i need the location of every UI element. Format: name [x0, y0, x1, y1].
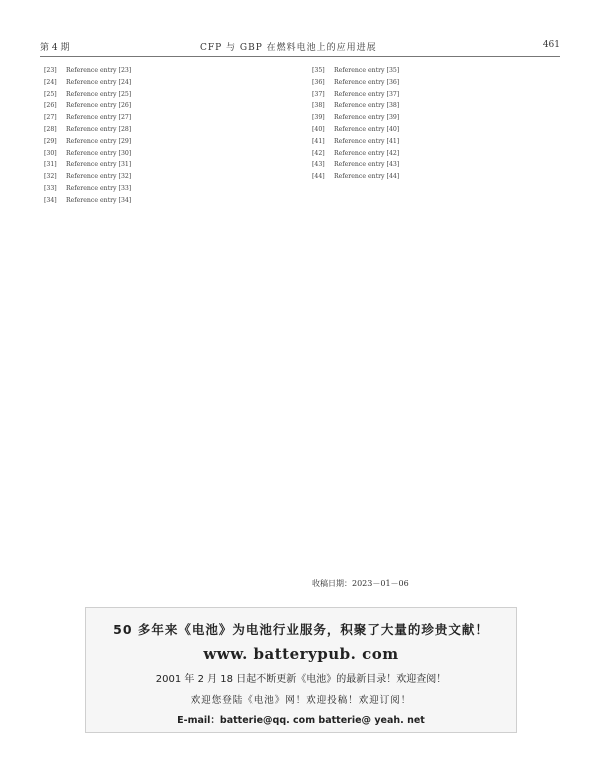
reference-entry [44, 113, 294, 123]
reference-entry [312, 172, 562, 182]
issue-number: 第 4 期 [40, 43, 70, 53]
header-rule [40, 56, 560, 57]
reference-number: [23] [44, 67, 57, 74]
page-number: 461 [542, 40, 560, 50]
reference-text: Reference entry [34] [66, 196, 132, 204]
reference-number: [38] [312, 102, 325, 110]
reference-text: Reference entry [32] [66, 173, 132, 181]
reference-entry [44, 137, 294, 147]
reference-text: Reference entry [44] [334, 173, 400, 181]
reference-number: [34] [44, 196, 57, 204]
reference-number: [30] [44, 149, 57, 157]
reference-entry [312, 78, 562, 88]
reference-number: [42] [312, 149, 325, 157]
reference-text: Reference entry [28] [66, 125, 132, 133]
ad-email-contacts[interactable]: E-mail：batterie@qq. com batterie@ yeah. net [177, 715, 425, 726]
reference-text: Reference entry [43] [334, 161, 400, 169]
reference-text: Reference entry [37] [334, 90, 400, 98]
reference-text: Reference entry [33] [66, 184, 132, 192]
reference-entry [312, 137, 562, 147]
reference-number: [31] [44, 161, 57, 169]
reference-number: [36] [312, 78, 325, 86]
reference-text: Reference entry [29] [66, 137, 132, 145]
reference-number: [39] [312, 114, 325, 122]
reference-number: [26] [44, 102, 57, 110]
reference-number: [37] [312, 90, 325, 98]
running-header [40, 40, 560, 54]
reference-entry [44, 66, 294, 76]
reference-entry [312, 125, 562, 135]
reference-entry [312, 160, 562, 170]
reference-entry [312, 66, 562, 76]
reference-entry [44, 149, 294, 159]
reference-text: Reference entry [23] [66, 67, 132, 74]
reference-entry [44, 125, 294, 135]
reference-number: [25] [44, 90, 57, 98]
reference-entry [312, 113, 562, 123]
reference-text: Reference entry [41] [334, 137, 400, 145]
reference-number: [43] [312, 161, 325, 169]
reference-entry [44, 101, 294, 111]
reference-text: Reference entry [30] [66, 149, 132, 157]
references-right-column [312, 66, 562, 184]
reference-text: Reference entry [40] [334, 125, 400, 133]
reference-text: Reference entry [25] [66, 90, 132, 98]
reference-text: Reference entry [36] [334, 78, 400, 86]
reference-entry [44, 78, 294, 88]
reference-text: Reference entry [35] [334, 67, 400, 74]
running-title: CFP 与 GBP 在燃料电池上的应用进展 [200, 43, 377, 53]
reference-entry [44, 184, 294, 194]
reference-entry [312, 149, 562, 159]
reference-text: Reference entry [39] [334, 114, 400, 122]
reference-number: [35] [312, 67, 325, 74]
ad-slogan: 50 多年来《电池》为电池行业服务，积聚了大量的珍贵文献！ [113, 622, 489, 637]
references-left-column [44, 66, 294, 208]
reference-number: [24] [44, 78, 57, 86]
reference-text: Reference entry [26] [66, 102, 132, 110]
ad-welcome-note: 欢迎您登陆《电池》网！欢迎投稿！欢迎订阅！ [190, 695, 412, 706]
reference-entry [312, 101, 562, 111]
reference-text: Reference entry [42] [334, 149, 400, 157]
ad-update-note: 2001 年 2 月 18 日起不断更新《电池》的最新目录！欢迎查阅！ [155, 674, 447, 685]
reference-text: Reference entry [38] [334, 102, 400, 110]
reference-number: [32] [44, 173, 57, 181]
reference-number: [33] [44, 184, 57, 192]
reference-entry [44, 172, 294, 182]
reference-entry [44, 90, 294, 100]
reference-text: Reference entry [24] [66, 78, 132, 86]
reference-number: [41] [312, 137, 325, 145]
reference-text: Reference entry [27] [66, 114, 132, 122]
ad-website-link[interactable]: www. batterypub. com [203, 645, 399, 663]
reference-number: [29] [44, 137, 57, 145]
reference-text: Reference entry [31] [66, 161, 132, 169]
journal-advertisement [85, 607, 517, 733]
reference-number: [40] [312, 125, 325, 133]
reference-number: [28] [44, 125, 57, 133]
reference-entry [44, 160, 294, 170]
reference-entry [44, 196, 294, 206]
reference-entry [312, 90, 562, 100]
received-date: 收稿日期：2023－01－06 [312, 579, 409, 588]
reference-number: [44] [312, 173, 325, 181]
reference-number: [27] [44, 114, 57, 122]
